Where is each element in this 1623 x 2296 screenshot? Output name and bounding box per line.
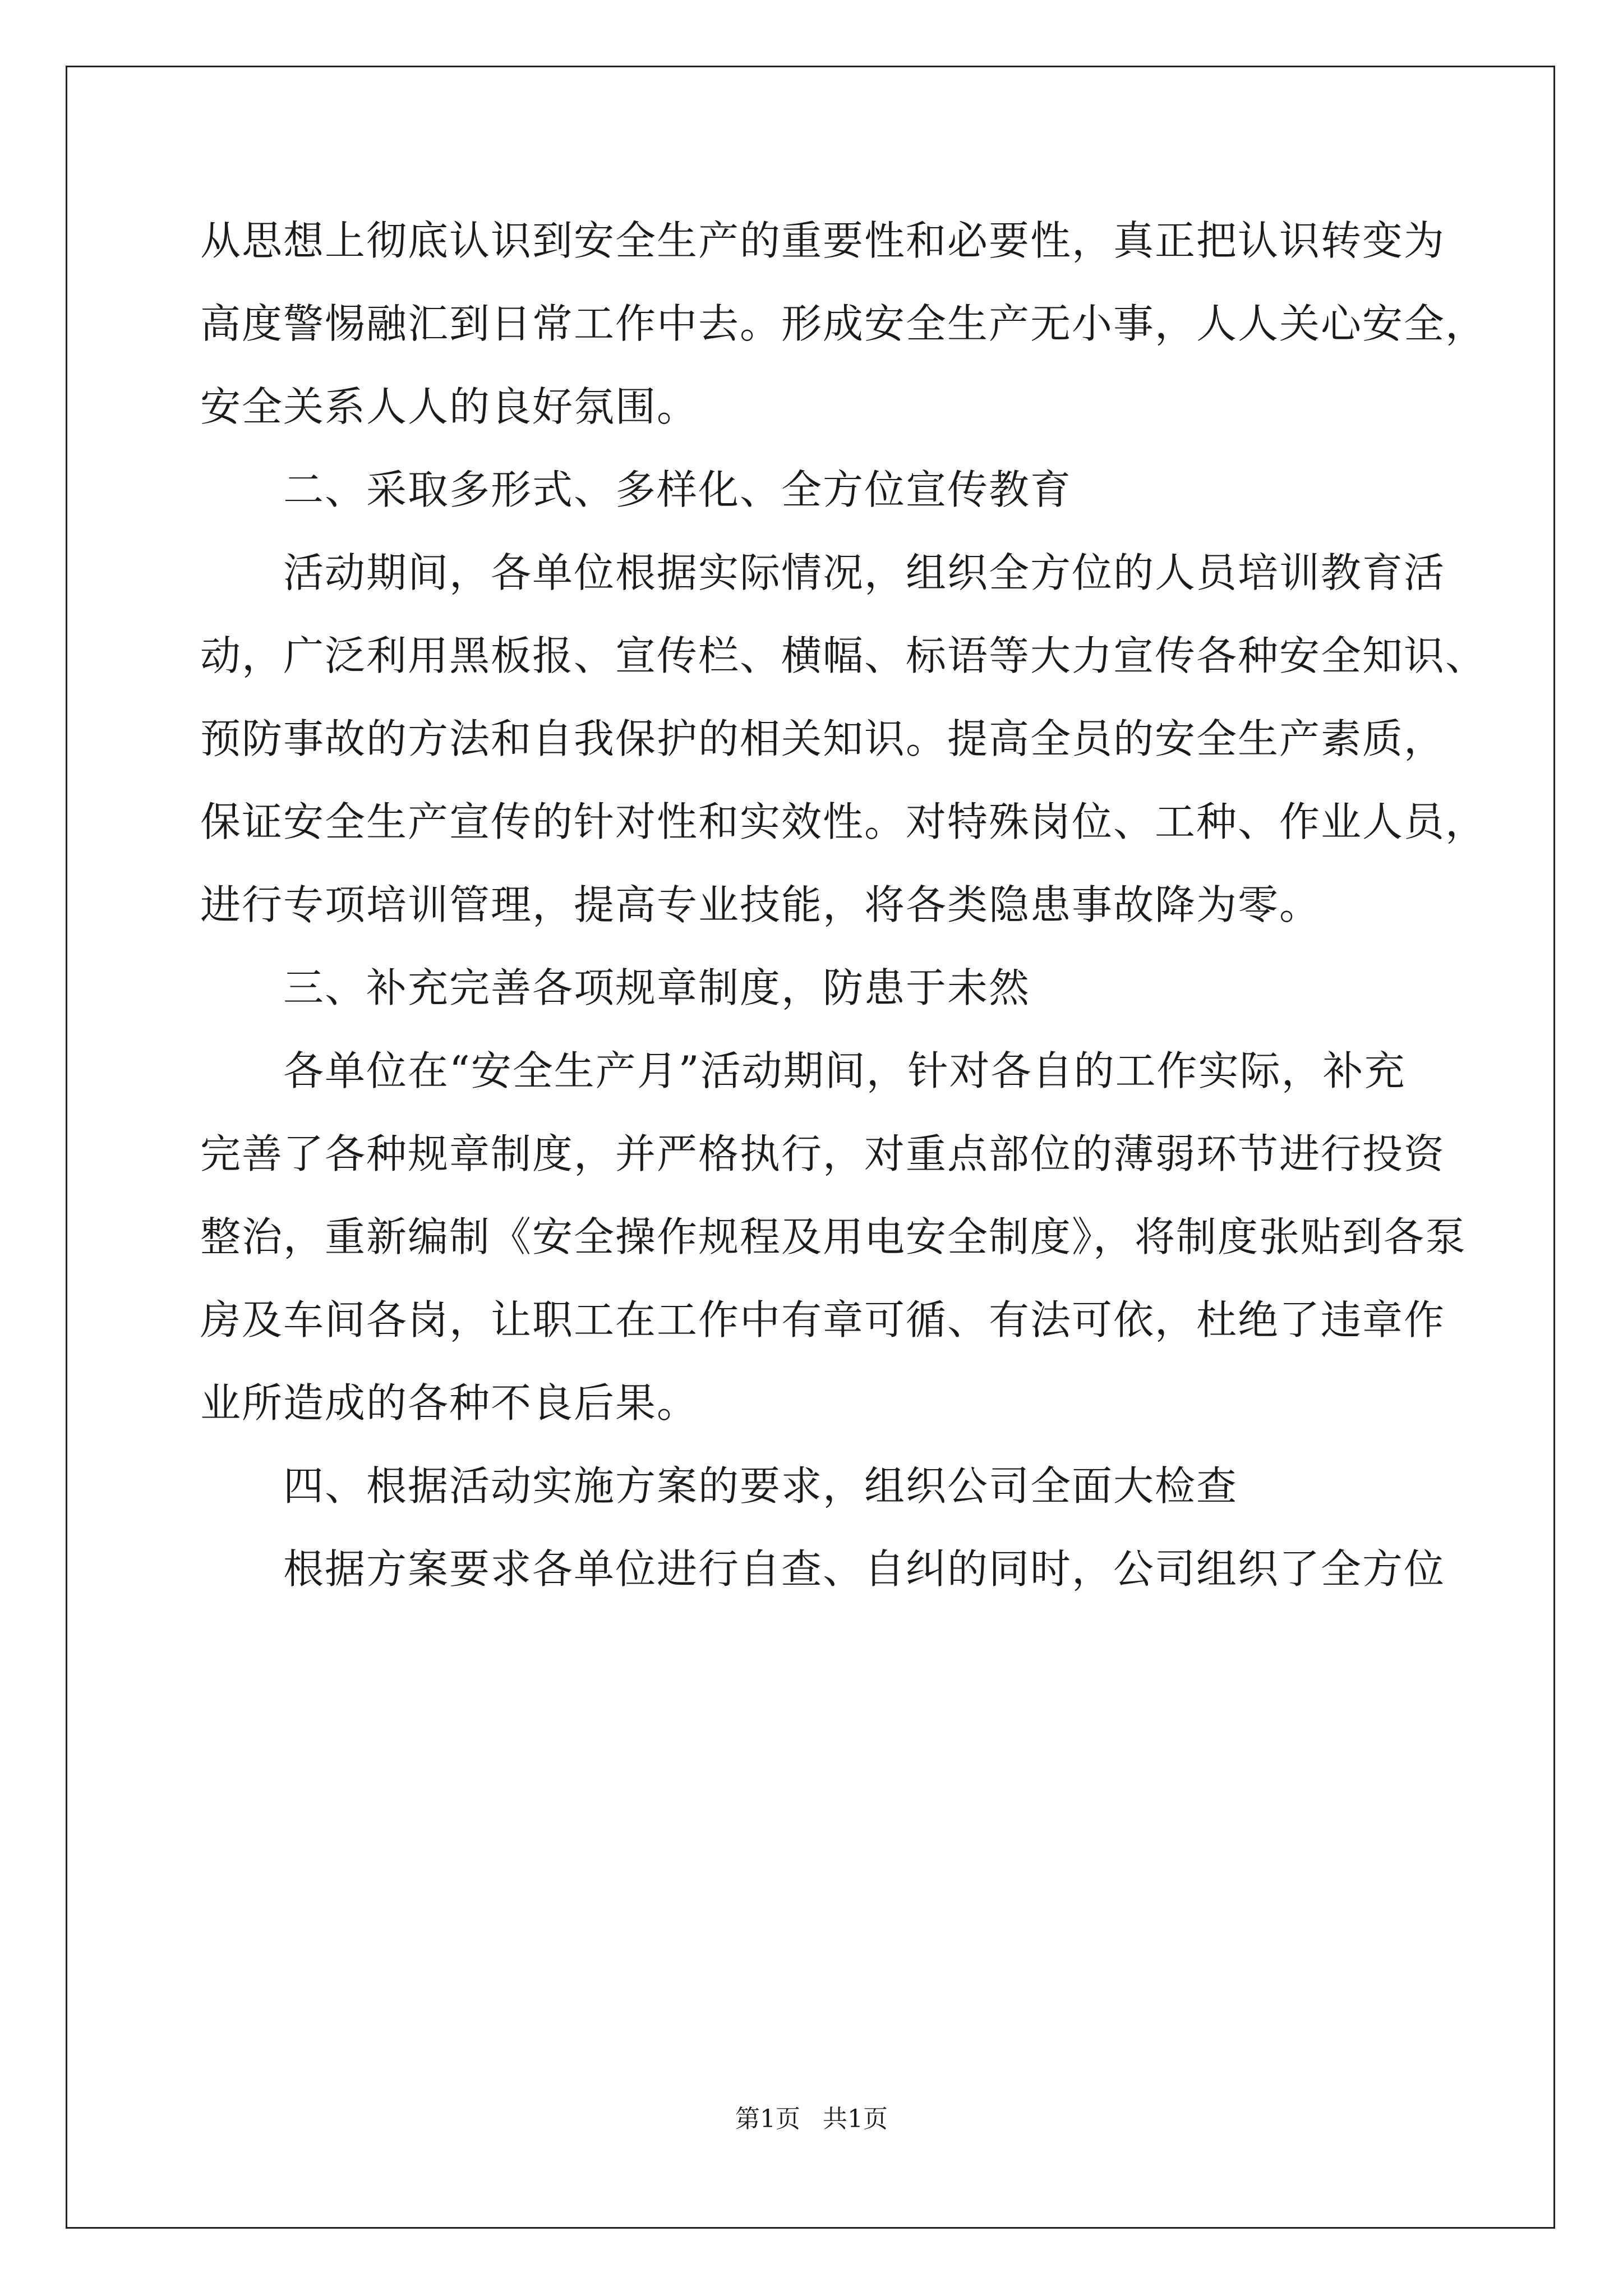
text-line: 各单位在“安全生产月”活动期间，针对各自的工作实际，补充 <box>200 1047 1406 1094</box>
page-footer <box>0 2102 1623 2136</box>
text-line: 动，广泛利用黑板报、宣传栏、横幅、标语等大力宣传各种安全知识、 <box>200 632 1487 679</box>
text-line: 进行专项培训管理，提高专业技能，将各类隐患事故降为零。 <box>200 881 1321 928</box>
text-line: 完善了各种规章制度，并严格执行，对重点部位的薄弱环节进行投资 <box>200 1130 1446 1177</box>
text-line: 业所造成的各种不良后果。 <box>200 1379 699 1427</box>
page-number: 第1页 <box>735 2105 800 2133</box>
text-line: 整治，重新编制《安全操作规程及用电安全制度》，将制度张贴到各泵 <box>200 1213 1467 1260</box>
text-line: 活动期间，各单位根据实际情况，组织全方位的人员培训教育活 <box>200 549 1446 596</box>
section-heading: 二、采取多形式、多样化、全方位宣传教育 <box>200 466 1072 513</box>
text-line: 根据方案要求各单位进行自查、自纠的同时，公司组织了全方位 <box>200 1545 1446 1593</box>
text-line: 从思想上彻底认识到安全生产的重要性和必要性，真正把认识转变为 <box>200 217 1446 264</box>
text-line: 预防事故的方法和自我保护的相关知识。提高全员的安全生产素质， <box>200 715 1446 762</box>
text-line: 安全关系人人的良好氛围。 <box>200 383 699 430</box>
page-total: 共1页 <box>823 2105 888 2133</box>
text-line: 房及车间各岗，让职工在工作中有章可循、有法可依，杜绝了违章作 <box>200 1296 1446 1343</box>
section-heading: 三、补充完善各项规章制度，防患于未然 <box>200 964 1031 1011</box>
section-heading: 四、根据活动实施方案的要求，组织公司全面大检查 <box>200 1462 1238 1510</box>
text-line: 保证安全生产宣传的针对性和实效性。对特殊岗位、工种、作业人员， <box>200 798 1487 845</box>
text-line: 高度警惕融汇到日常工作中去。形成安全生产无小事，人人关心安全， <box>200 300 1487 347</box>
